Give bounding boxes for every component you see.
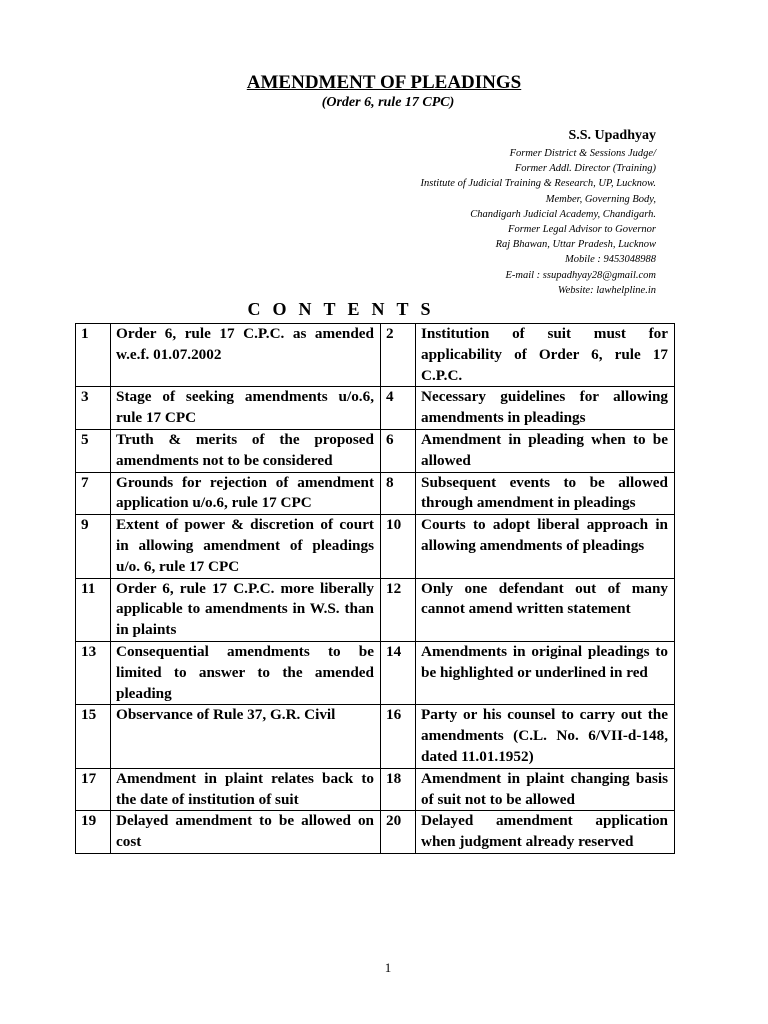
toc-item-number: 10 — [381, 515, 416, 578]
toc-item-title: Amendment in pleading when to be allowed — [416, 429, 675, 472]
credential-line: Mobile : 9453048988 — [565, 254, 656, 266]
toc-item-number: 14 — [381, 641, 416, 704]
toc-item-title: Observance of Rule 37, G.R. Civil — [111, 705, 381, 768]
toc-item-title: Only one defendant out of many cannot amend written statement — [416, 578, 675, 641]
credential-line: Institute of Judicial Training & Research, UP, Lucknow. — [420, 178, 656, 190]
toc-item-title: Institution of suit must for applicability of Order 6, rule 17 C.P.C. — [416, 324, 675, 387]
toc-item-number: 6 — [381, 429, 416, 472]
toc-item-title: Grounds for rejection of amendment application u/o.6, rule 17 CPC — [111, 472, 381, 515]
table-row — [76, 705, 675, 768]
contents-heading: CONTENTS — [247, 299, 443, 319]
toc-item-number: 19 — [76, 811, 111, 854]
document-title: AMENDMENT OF PLEADINGS — [246, 72, 522, 93]
toc-item-number: 2 — [381, 324, 416, 387]
contents-table — [75, 323, 675, 854]
toc-item-number: 8 — [381, 472, 416, 515]
toc-item-title: Delayed amendment to be allowed on cost — [111, 811, 381, 854]
table-row — [76, 515, 675, 578]
toc-item-title: Amendments in original pleadings to be highlighted or underlined in red — [416, 641, 675, 704]
toc-item-number: 13 — [76, 641, 111, 704]
toc-item-title: Truth & merits of the proposed amendments not to be considered — [111, 429, 381, 472]
toc-item-title: Delayed amendment application when judgment already reserved — [416, 811, 675, 854]
author-name: S.S. Upadhyay — [568, 128, 656, 143]
table-row — [76, 578, 675, 641]
toc-item-title: Order 6, rule 17 C.P.C. as amended w.e.f. 01.07.2002 — [111, 324, 381, 387]
toc-item-number: 9 — [76, 515, 111, 578]
table-row — [76, 768, 675, 811]
toc-item-number: 7 — [76, 472, 111, 515]
document-subtitle: (Order 6, rule 17 CPC) — [321, 95, 455, 110]
toc-item-number: 20 — [381, 811, 416, 854]
toc-item-title: Extent of power & discretion of court in allowing amendment of pleadings u/o. 6, rule 17 CPC — [111, 515, 381, 578]
credential-line: Member, Governing Body, — [545, 193, 656, 205]
toc-item-title: Necessary guidelines for allowing amendments in pleadings — [416, 387, 675, 430]
author-credentials — [421, 146, 656, 298]
toc-item-number: 15 — [76, 705, 111, 768]
credential-line: Chandigarh Judicial Academy, Chandigarh. — [470, 208, 656, 220]
toc-item-number: 5 — [76, 429, 111, 472]
table-row — [76, 429, 675, 472]
credential-line: Website: lawhelpline.in — [557, 284, 656, 296]
toc-item-title: Consequential amendments to be limited to answer to the amended pleading — [111, 641, 381, 704]
credential-line: Former Legal Advisor to Governor — [508, 224, 656, 236]
table-row — [76, 472, 675, 515]
toc-item-title: Amendment in plaint relates back to the date of institution of suit — [111, 768, 381, 811]
toc-item-title: Stage of seeking amendments u/o.6, rule 17 CPC — [111, 387, 381, 430]
toc-item-title: Subsequent events to be allowed through amendment in pleadings — [416, 472, 675, 515]
toc-item-number: 17 — [76, 768, 111, 811]
credential-line: E-mail : ssupadhyay28@gmail.com — [505, 269, 656, 281]
toc-item-title: Order 6, rule 17 C.P.C. more liberally applicable to amendments in W.S. than in plaints — [111, 578, 381, 641]
toc-item-title: Amendment in plaint changing basis of suit not to be allowed — [416, 768, 675, 811]
toc-item-number: 12 — [381, 578, 416, 641]
toc-item-number: 1 — [76, 324, 111, 387]
toc-item-title: Courts to adopt liberal approach in allowing amendments of pleadings — [416, 515, 675, 578]
toc-item-title: Party or his counsel to carry out the amendments (C.L. No. 6/VII-d-148, dated 11.01.1952) — [416, 705, 675, 768]
table-row — [76, 324, 675, 387]
table-row — [76, 387, 675, 430]
toc-item-number: 3 — [76, 387, 111, 430]
toc-item-number: 11 — [76, 578, 111, 641]
table-row — [76, 641, 675, 704]
toc-item-number: 16 — [381, 705, 416, 768]
page-number: 1 — [384, 960, 392, 975]
toc-item-number: 4 — [381, 387, 416, 430]
credential-line: Raj Bhawan, Uttar Pradesh, Lucknow — [495, 239, 656, 251]
toc-item-number: 18 — [381, 768, 416, 811]
credential-line: Former District & Sessions Judge/ — [509, 148, 656, 159]
table-row — [76, 811, 675, 854]
credential-line: Former Addl. Director (Training) — [514, 163, 656, 175]
